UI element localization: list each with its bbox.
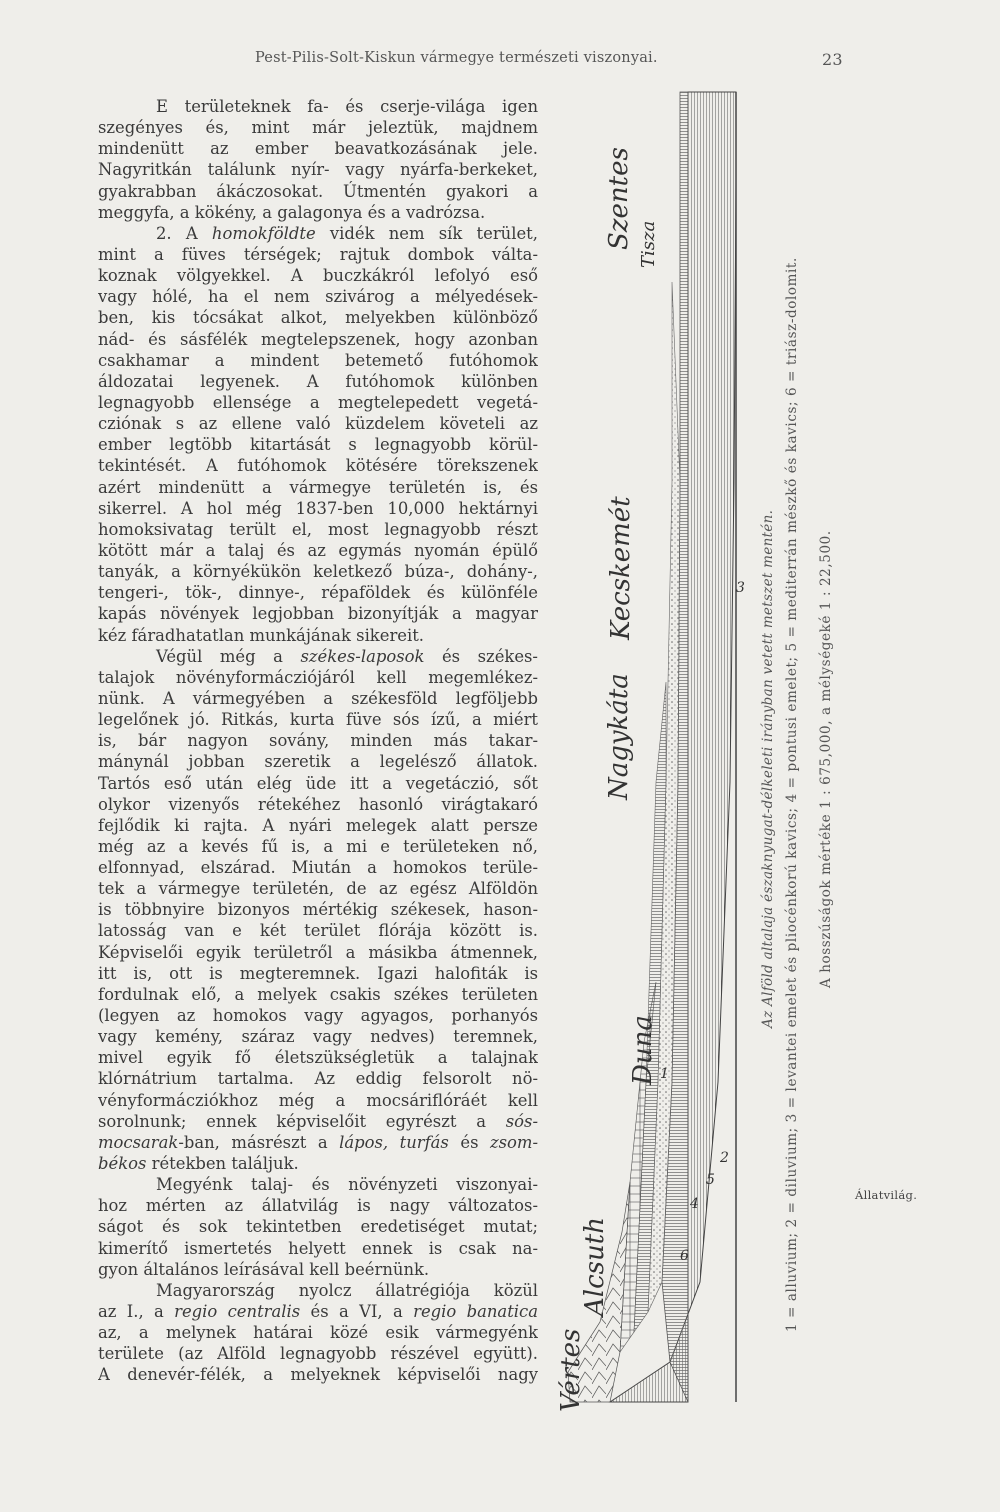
- text-run: fordulnak elő, a melyek csakis székes területen: [98, 984, 538, 1004]
- text-line: [98, 540, 538, 561]
- text-line: [98, 836, 538, 857]
- place-label-alcsuth: Alcsuth: [580, 1217, 610, 1316]
- text-line: [98, 1364, 538, 1385]
- text-run: vagy hólé, ha el nem szivárog a mélyedések-: [98, 287, 538, 307]
- text-line: [98, 1111, 538, 1132]
- text-run: ságot és sok tekintetben eredetiséget mutat;: [98, 1217, 538, 1237]
- text-line: [98, 498, 538, 519]
- text-line: [98, 434, 538, 455]
- strata-number: 4: [690, 1196, 699, 1212]
- text-line: [98, 392, 538, 413]
- place-label-nagykata: Nagykáta: [604, 673, 634, 800]
- text-run: legelőnek jó. Ritkás, kurta füve sós ízű, a miért: [98, 710, 538, 730]
- text-line: [98, 350, 538, 371]
- text-run: az, a melynek határai közé esik vármegyénk: [98, 1323, 538, 1343]
- text-line: [98, 1047, 538, 1068]
- text-run: gyakrabban ákáczosokat. Útmentén gyakori a: [98, 181, 538, 201]
- text-run: ember legtöbb kitartását s legnagyobb körül-: [98, 435, 538, 455]
- text-line: [98, 223, 538, 244]
- text-line: [98, 244, 538, 265]
- text-line: [98, 519, 538, 540]
- text-run: cziónak s az ellene való küzdelem követeli az: [98, 414, 538, 434]
- text-line: [98, 96, 538, 117]
- text-line: [98, 963, 538, 984]
- text-run: Megyénk talaj- és növényzeti viszonyai-: [156, 1175, 538, 1195]
- text-line: [98, 181, 538, 202]
- text-line: [98, 371, 538, 392]
- text-run: azért mindenütt a vármegye területén is, és: [98, 477, 538, 497]
- text-run: Végül még a: [156, 646, 301, 666]
- italic-term: székes-laposok: [300, 646, 425, 666]
- italic-term: homokföldte: [211, 223, 316, 243]
- text-run: az I., a: [98, 1302, 175, 1322]
- text-run: 2. A: [156, 223, 212, 243]
- strata-number: 2: [720, 1150, 729, 1166]
- place-label-duna: Duna: [628, 1015, 658, 1085]
- text-line: [98, 1174, 538, 1195]
- text-run: nünk. A vármegyében a székesföld legföljebb: [98, 688, 538, 708]
- text-run: mánynál jobban szeretik a legelésző állatok.: [98, 752, 538, 772]
- text-run: még az a kevés fű is, a mi e területeken nő,: [98, 836, 538, 856]
- text-line: [98, 1343, 538, 1364]
- text-run: -ban, másrészt a: [178, 1132, 340, 1152]
- italic-term: zsom-: [490, 1132, 538, 1152]
- text-line: [98, 857, 538, 878]
- text-run: kapás növények legjobban bizonyítják a magyar: [98, 604, 538, 624]
- text-run: latosság van e két terület flórája között is.: [98, 921, 538, 941]
- text-line: [98, 329, 538, 350]
- text-line: [98, 1068, 538, 1089]
- margin-heading: Állatvilág.: [855, 1188, 918, 1202]
- text-line: [98, 1259, 538, 1280]
- text-line: [98, 730, 538, 751]
- text-run: és székes-: [424, 646, 538, 666]
- text-run: elfonnyad, elszárad. Miután a homokos terüle-: [98, 858, 538, 878]
- text-run: fejlődik ki rajta. A nyári melegek alatt persze: [98, 815, 538, 835]
- text-line: [98, 1238, 538, 1259]
- text-run: klórnátrium tartalma. Az eddig felsorolt nö-: [98, 1069, 538, 1089]
- place-label-kecskemet: Kecskemét: [606, 496, 636, 640]
- text-run: vagy kemény, száraz vagy nedves) teremnek,: [98, 1027, 538, 1047]
- text-run: csakhamar a mindent betemető futóhomok: [98, 350, 538, 370]
- text-line: [98, 878, 538, 899]
- text-line: [98, 307, 538, 328]
- text-run: tekintését. A futóhomok kötésére törekszenek: [98, 456, 538, 476]
- place-label-tisza: Tisza: [638, 220, 659, 268]
- text-line: [98, 1216, 538, 1237]
- text-run: rétekben találjuk.: [146, 1154, 299, 1174]
- text-run: áldozatai legyenek. A futóhomok különben: [98, 371, 538, 391]
- text-run: mint a füves térségek; rajtuk dombok válta-: [98, 244, 538, 264]
- text-line: [98, 1301, 538, 1322]
- text-line: [98, 920, 538, 941]
- text-line: [98, 1005, 538, 1026]
- text-line: [98, 794, 538, 815]
- figure-caption-title: Az Alföld altalaja északnyugat-délkeleti irányban vetett metszet mentén.: [760, 509, 776, 1028]
- place-label-szentes: Szentes: [604, 147, 634, 250]
- italic-term: lápos, turfás: [339, 1132, 449, 1152]
- text-run: tek a vármegye területén, de az egész Alföldön: [98, 879, 538, 899]
- strata-number: 1: [660, 1066, 669, 1082]
- figure-caption-legend: 1 = alluvium; 2 = diluvium; 3 = levantei emelet és pliocénkorú kavics; 4 = pontusi emelet; 5 = mediterrán mészkő és kavics; 6 = triász-dolomit.: [784, 257, 800, 1332]
- text-run: kötött már a talaj és az egymás nyomán épülő: [98, 540, 538, 560]
- text-run: kimerítő ismertetés helyett ennek is csak na-: [98, 1238, 538, 1258]
- text-line: [98, 1090, 538, 1111]
- place-label-vertes: Vértes: [556, 1328, 586, 1412]
- text-line: [98, 709, 538, 730]
- text-run: tanyák, a környékükön keletkező búza-, dohány-,: [98, 562, 538, 582]
- page-header: [0, 50, 1000, 74]
- text-run: gyon általános leírásával kell beérnünk.: [98, 1259, 430, 1279]
- text-run: Magyarország nyolcz állatrégiója közül: [156, 1280, 538, 1300]
- body-text-column: [98, 96, 538, 1386]
- text-run: vidék nem sík terület,: [315, 223, 538, 243]
- strata-number: 3: [736, 580, 745, 596]
- text-run: ben, kis tócsákat alkot, melyekben különböző: [98, 308, 538, 328]
- text-line: [98, 688, 538, 709]
- text-run: E területeknek fa- és cserje-világa igen: [156, 97, 538, 116]
- text-line: [98, 561, 538, 582]
- text-line: [98, 159, 538, 180]
- italic-term: regio banatica: [413, 1302, 538, 1322]
- text-line: [98, 1132, 538, 1153]
- text-line: [98, 138, 538, 159]
- text-run: és: [448, 1132, 490, 1152]
- text-run: vényformácziókhoz még a mocsáriflóráét kell: [98, 1090, 538, 1110]
- text-run: sikerrel. A hol még 1837-ben 10,000 hektárnyi: [98, 498, 538, 518]
- text-run: tengeri-, tök-, dinnye-, répaföldek és különféle: [98, 583, 538, 603]
- text-run: Tartós eső után elég üde itt a vegetáczió, sőt: [98, 773, 538, 793]
- text-run: is, bár nagyon sovány, minden más takar-: [98, 731, 538, 751]
- text-line: [98, 984, 538, 1005]
- text-line: [98, 1195, 538, 1216]
- text-run: mivel egyik fő életszükségletük a talajnak: [98, 1048, 538, 1068]
- text-run: kéz fáradhatatlan munkájának sikereit.: [98, 625, 425, 645]
- text-run: sorolnunk; ennek képviselőit egyrészt a: [98, 1111, 506, 1131]
- text-run: olykor vizenyős rétekéhez hasonló virágtakaró: [98, 794, 538, 814]
- text-line: [98, 286, 538, 307]
- text-line: [98, 455, 538, 476]
- text-run: mindenütt az ember beavatkozásának jele.: [98, 139, 538, 159]
- text-line: [98, 625, 538, 646]
- text-line: [98, 1322, 538, 1343]
- text-line: [98, 899, 538, 920]
- text-run: is többnyire bizonyos mértékig székesek, hason-: [98, 900, 538, 920]
- text-run: homoksivatag terült el, most legnagyobb részt: [98, 519, 538, 539]
- text-line: [98, 815, 538, 836]
- text-run: (legyen az homokos vagy agyagos, porhanyós: [98, 1006, 538, 1026]
- text-line: [98, 773, 538, 794]
- strata-number: 6: [680, 1248, 689, 1264]
- text-run: és a VI, a: [300, 1302, 414, 1322]
- text-run: Képviselői egyik területről a másikba átmennek,: [98, 942, 538, 962]
- text-run: szegényes és, mint már jeleztük, majdnem: [98, 118, 538, 138]
- text-run: itt is, ott is megteremnek. Igazi halofiták is: [98, 963, 538, 983]
- text-line: [98, 603, 538, 624]
- text-line: [98, 1153, 538, 1174]
- text-run: talajok növényformácziójáról kell megemlékez-: [98, 667, 538, 687]
- italic-term: sós-: [505, 1111, 538, 1131]
- text-line: [98, 1026, 538, 1047]
- text-run: Nagyritkán találunk nyír- vagy nyárfa-berkeket,: [98, 160, 538, 180]
- text-line: [98, 942, 538, 963]
- italic-term: regio centralis: [174, 1302, 301, 1322]
- running-title: Pest-Pilis-Solt-Kiskun vármegye természeti viszonyai.: [255, 50, 658, 66]
- text-line: [98, 667, 538, 688]
- text-line: [98, 1280, 538, 1301]
- text-run: meggyfa, a kökény, a galagonya és a vadrózsa.: [98, 202, 486, 222]
- figure-caption-scale: A hosszúságok mértéke 1 : 675,000, a mélységeké 1 : 22,500.: [818, 530, 834, 988]
- text-line: [98, 582, 538, 603]
- text-run: hoz mérten az állatvilág is nagy változatos-: [98, 1196, 538, 1216]
- text-line: [98, 265, 538, 286]
- italic-term: mocsarak: [98, 1132, 179, 1152]
- italic-term: békos: [98, 1154, 147, 1174]
- strata-number: 5: [706, 1172, 715, 1188]
- page-number: 23: [822, 50, 843, 69]
- text-line: [98, 202, 538, 223]
- text-run: legnagyobb ellensége a megtelepedett vegetá-: [98, 392, 538, 412]
- text-run: nád- és sásfélék megtelepszenek, hogy azonban: [98, 329, 538, 349]
- text-line: [98, 477, 538, 498]
- text-line: [98, 117, 538, 138]
- text-line: [98, 646, 538, 667]
- text-line: [98, 751, 538, 772]
- text-run: koznak völgyekkel. A buczkákról lefolyó eső: [98, 266, 538, 286]
- text-run: A denevér-félék, a melyeknek képviselői nagy: [98, 1365, 538, 1385]
- text-line: [98, 413, 538, 434]
- text-run: területe (az Alföld legnagyobb részével együtt).: [98, 1344, 538, 1364]
